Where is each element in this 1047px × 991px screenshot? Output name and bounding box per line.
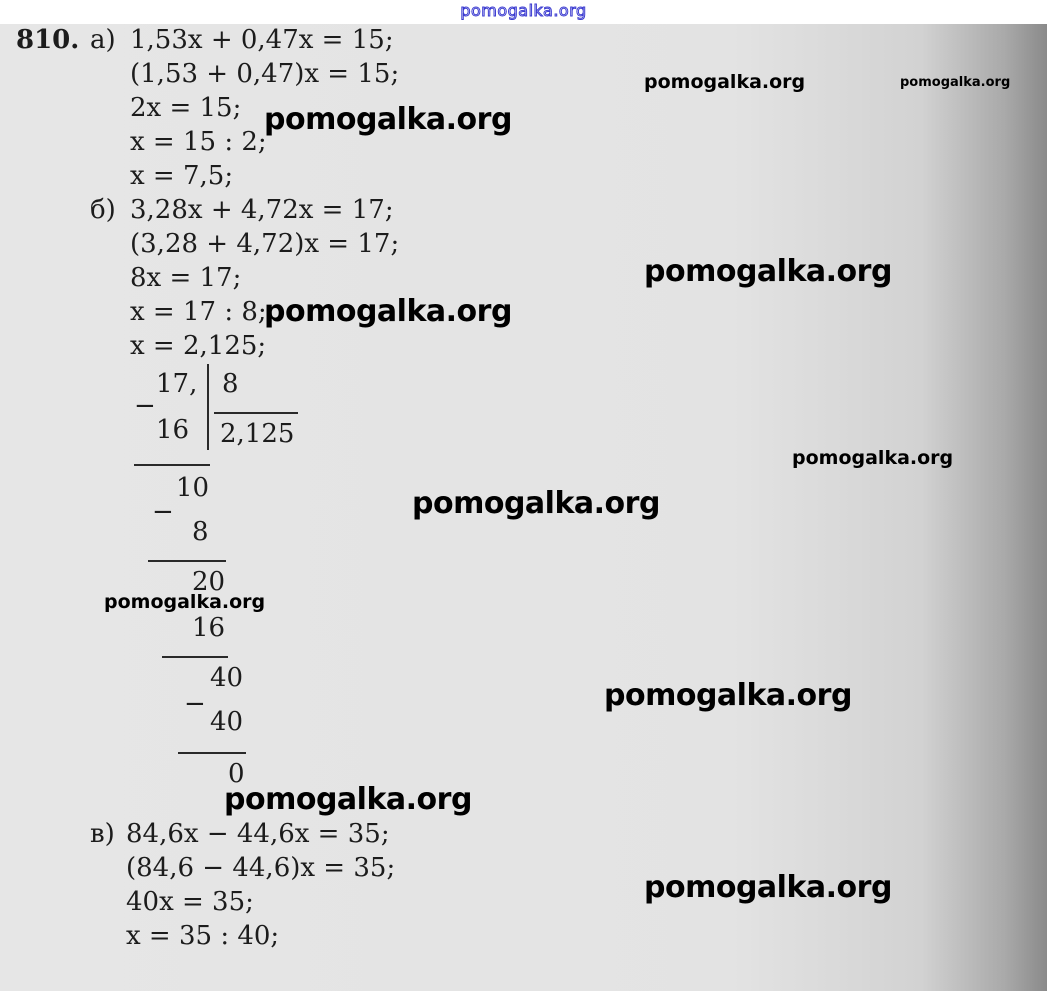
equation-line: x = 7,5; [130,161,234,191]
minus-sign: − [152,497,174,527]
watermark: pomogalka.org [104,591,266,613]
watermark: pomogalka.org [224,782,472,817]
watermark: pomogalka.org [900,75,1011,90]
watermark: pomogalka.org [264,102,512,137]
watermark: pomogalka.org [644,870,892,905]
division-dividend: 17, [156,369,198,399]
watermark: pomogalka.org [604,678,852,713]
division-rule [134,464,210,466]
watermark: pomogalka.org [644,254,892,289]
watermark: pomogalka.org [264,294,512,329]
equation-line: x = 35 : 40; [126,921,280,951]
watermark: pomogalka.org [644,71,806,93]
division-rule [148,560,226,562]
problem-number: 810. [16,25,80,55]
equation-line: 8x = 17; [130,263,242,293]
equation-line: 1,53x + 0,47x = 15; [130,25,394,55]
division-step: 16 [192,613,226,643]
part-label-c: в) [90,819,115,849]
part-label-a: а) [90,25,116,55]
division-quotient: 2,125 [220,419,295,449]
division-rule [162,656,228,658]
part-label-b: б) [90,195,116,225]
division-divisor: 8 [222,369,239,399]
watermark: pomogalka.org [792,447,954,469]
minus-sign: − [134,391,156,421]
division-vertical-bar [207,364,209,450]
textbook-page [0,24,1047,991]
equation-line: x = 15 : 2; [130,127,267,157]
division-step: 10 [176,473,210,503]
equation-line: 84,6x − 44,6x = 35; [126,819,390,849]
watermark: pomogalka.org [412,486,660,521]
equation-line: (84,6 − 44,6)x = 35; [126,853,396,883]
minus-sign: − [184,689,206,719]
equation-line: x = 17 : 8; [130,297,267,327]
division-step: 0 [228,759,245,789]
equation-line: 2x = 15; [130,93,242,123]
equation-line: 40x = 35; [126,887,254,917]
equation-line: (1,53 + 0,47)x = 15; [130,59,400,89]
division-step: 16 [156,415,190,445]
equation-line: 3,28x + 4,72x = 17; [130,195,394,225]
division-quotient-line [214,412,298,414]
division-step: 20 [192,567,226,597]
equation-line: (3,28 + 4,72)x = 17; [130,229,400,259]
division-step: 8 [192,517,209,547]
equation-line: x = 2,125; [130,331,267,361]
division-rule [178,752,246,754]
division-step: 40 [210,663,244,693]
division-step: 40 [210,707,244,737]
site-header[interactable]: pomogalka.org [460,1,587,20]
